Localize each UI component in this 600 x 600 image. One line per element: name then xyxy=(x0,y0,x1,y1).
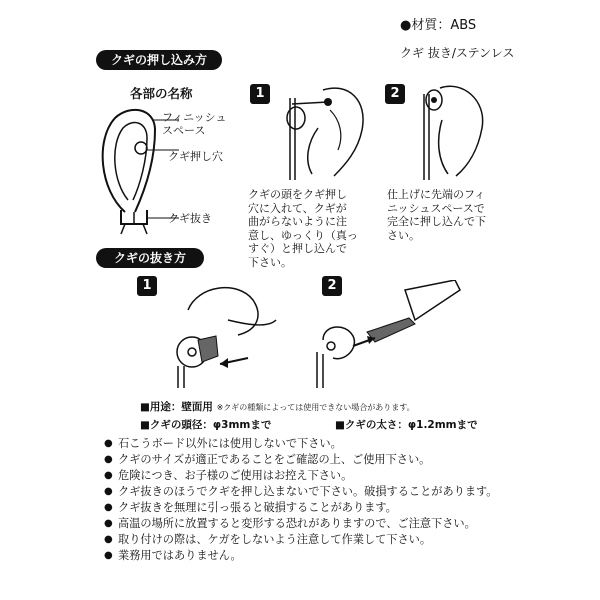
caution-item: ● 危険につき、お子様のご使用はお控え下さい。 xyxy=(104,468,574,484)
spec-usage-note: ※クギの種類によっては使用できない場合があります。 xyxy=(216,403,415,412)
label-nail-puller: クギ抜き xyxy=(168,212,212,225)
caution-item: ● 取り付けの際は、ケガをしないよう注意して作業して下さい。 xyxy=(104,532,574,548)
material-label: ●材質：ABS xyxy=(400,18,477,33)
spec-usage: ■用途：壁面用 ※クギの種類によっては使用できない場合があります。 xyxy=(140,401,415,413)
push-step-2-text: 仕上げに先端のフィ ニッシュスペースで 完全に押し込んで下 さい。 xyxy=(387,188,486,242)
label-nail-push-hole: クギ押し穴 xyxy=(168,150,223,163)
caution-item: ● クギのサイズが適正であることをご確認の上、ご使用下さい。 xyxy=(104,452,574,468)
pull-step-1-illustration xyxy=(168,280,278,390)
material-detail: クギ 抜き/ステンレス xyxy=(400,46,515,60)
pull-step-2-illustration xyxy=(305,280,465,390)
section-title-pull: クギの抜き方 xyxy=(96,248,204,268)
caution-item: ● クギ抜きを無理に引っ張ると破損することがあります。 xyxy=(104,500,574,516)
caution-list xyxy=(104,436,574,564)
spec-head-diameter: ■クギの頭径：φ3mmまで xyxy=(140,419,272,431)
push-step-1-illustration xyxy=(278,80,368,180)
caution-item: ● 高温の場所に放置すると変形する恐れがありますので、ご注意下さい。 xyxy=(104,516,574,532)
section-title-push: クギの押し込み方 xyxy=(96,50,222,70)
push-step-2-illustration xyxy=(412,80,492,180)
spec-thickness: ■クギの太さ：φ1.2mmまで xyxy=(335,419,478,431)
push-step-1-text: クギの頭をクギ押し 穴に入れて、クギが 曲がらないように注 意し、ゆっくり（真っ すぐ）と押し込んで 下さい。 xyxy=(248,188,358,269)
label-finish-space-1: フィニッシュ xyxy=(162,111,227,124)
push-step-2-number: 2 xyxy=(385,84,405,104)
pull-step-2-number: 2 xyxy=(322,276,342,296)
caution-item: ● 業務用ではありません。 xyxy=(104,548,574,564)
label-finish-space-2: スペース xyxy=(162,124,206,137)
caution-item: ● クギ抜きのほうでクギを押し込まないで下さい。破損することがあります。 xyxy=(104,484,574,500)
push-step-1-number: 1 xyxy=(250,84,270,104)
parts-title: 各部の名称 xyxy=(130,86,193,101)
pull-step-1-number: 1 xyxy=(137,276,157,296)
caution-item: ● 石こうボード以外には使用しないで下さい。 xyxy=(104,436,574,452)
